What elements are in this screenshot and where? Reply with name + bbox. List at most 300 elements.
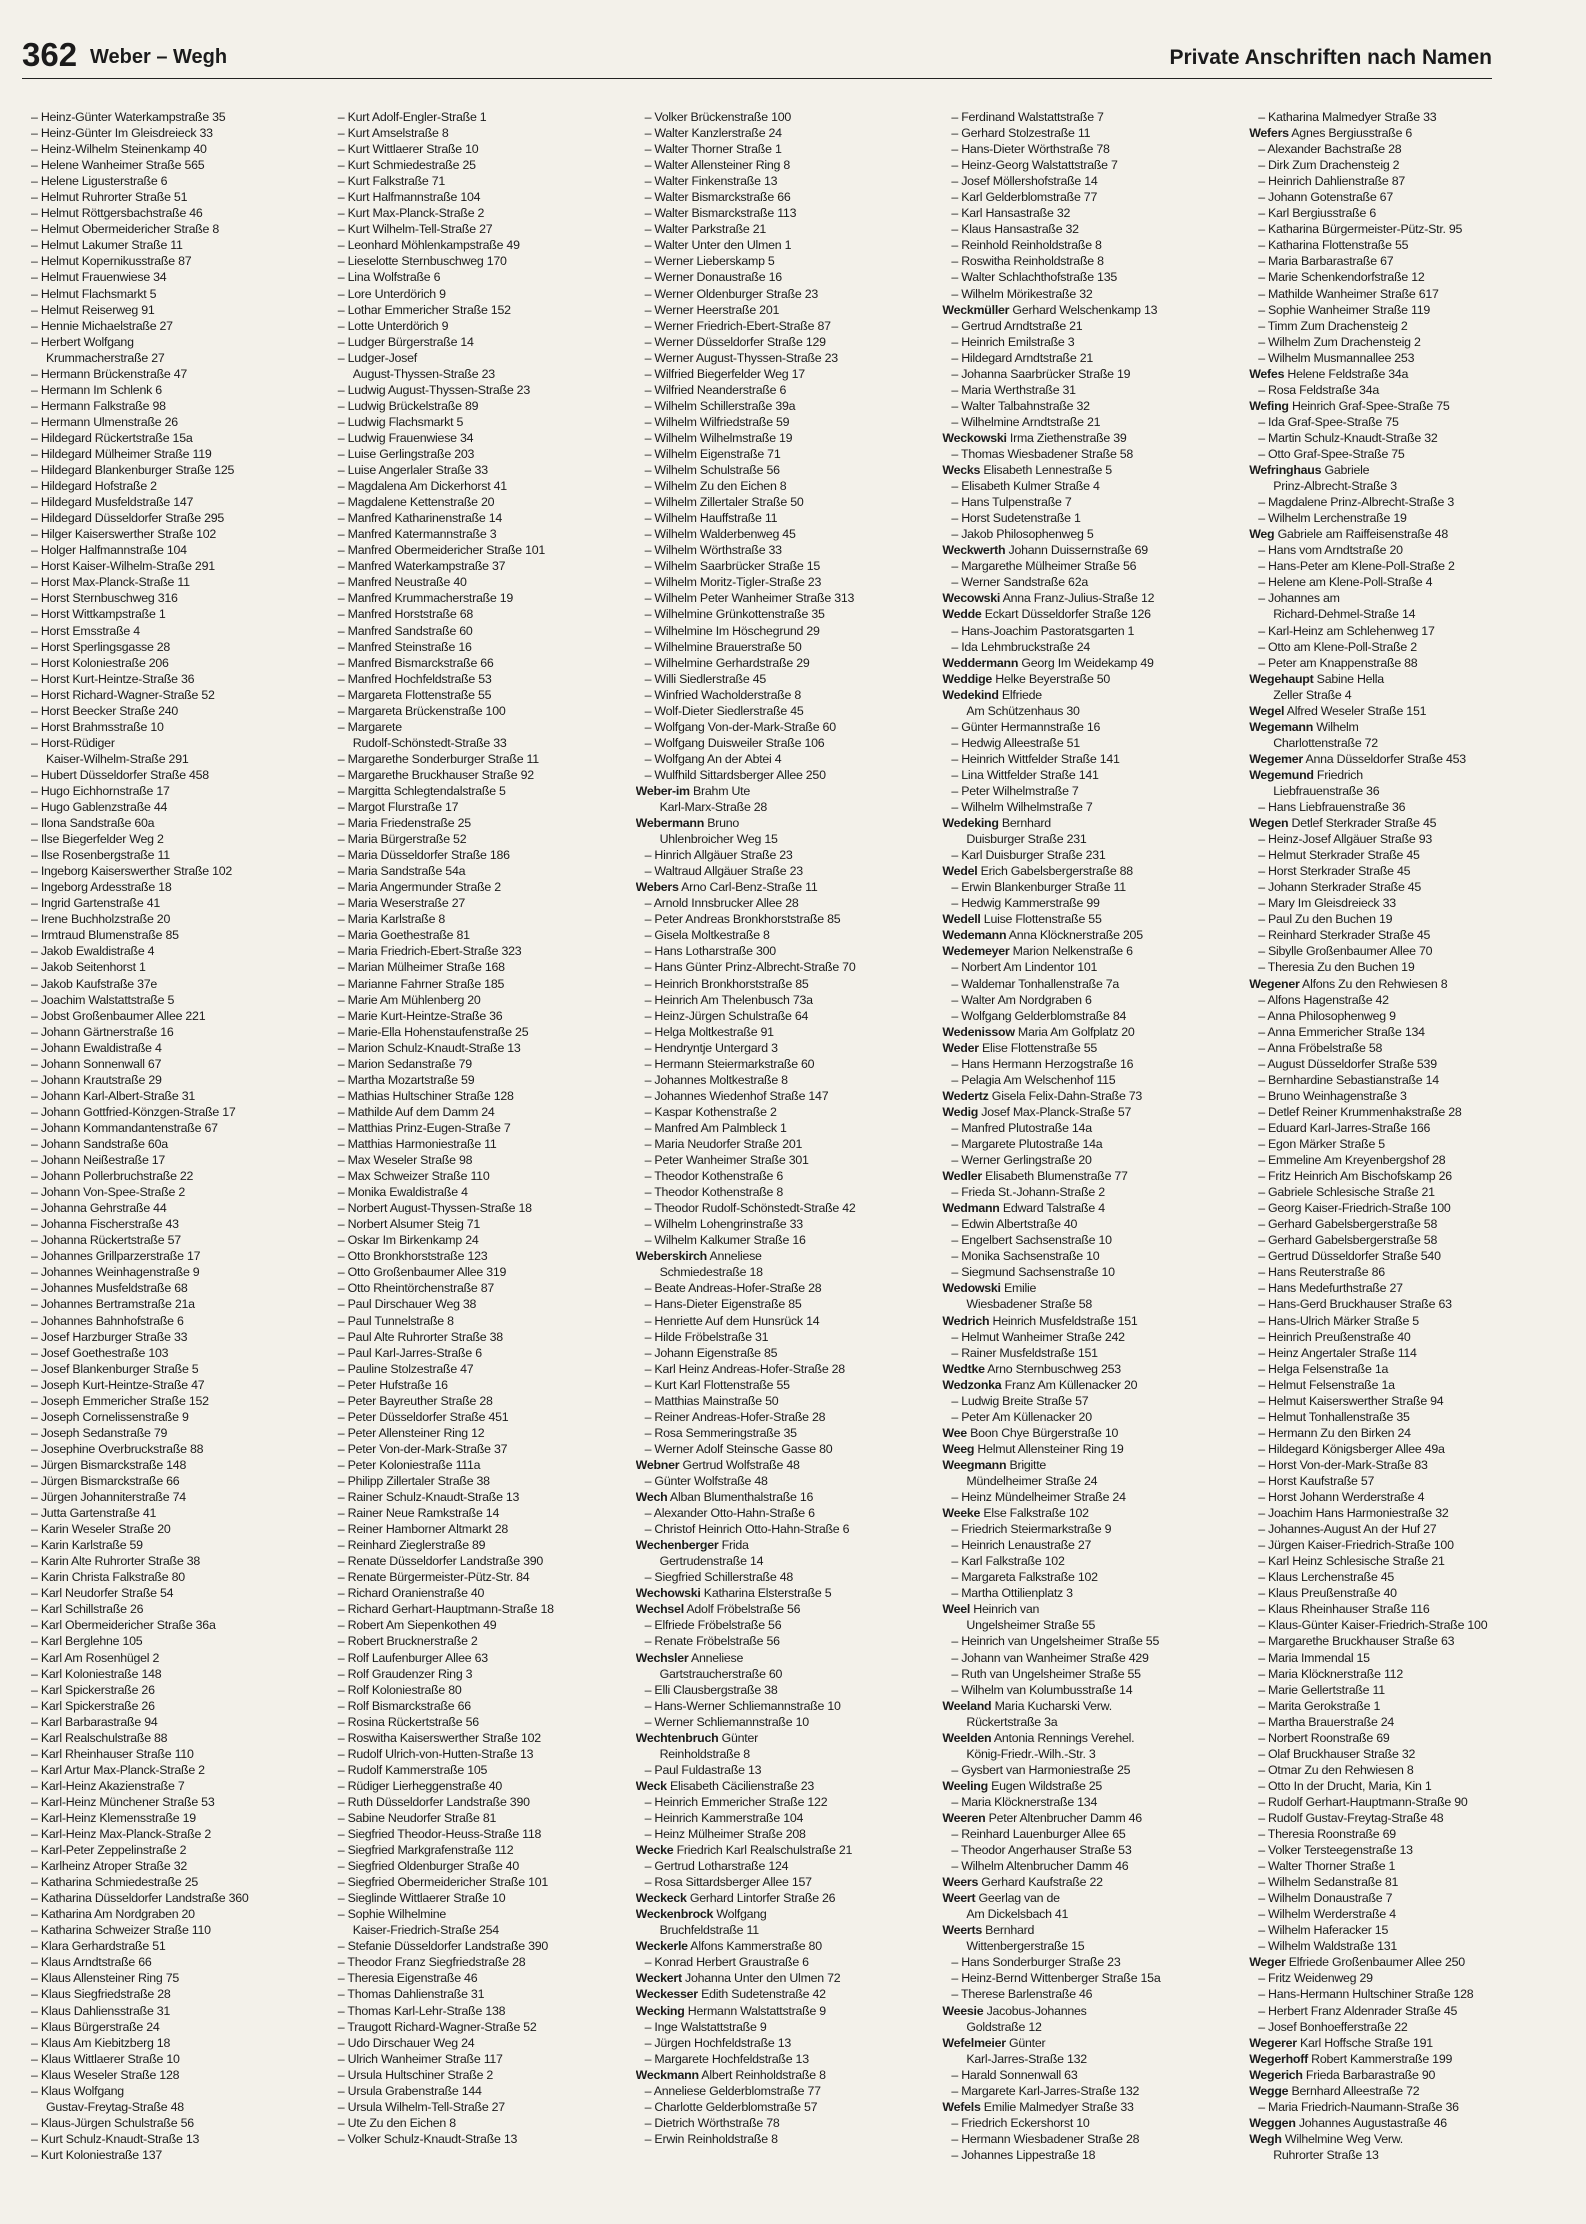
directory-entry: – Helene am Klene-Poll-Straße 4 (1258, 575, 1433, 590)
directory-entry: – Roswitha Kaiserswerther Straße 102 (337, 1730, 541, 1745)
directory-entry: – Anna Philosophenweg 9 (1258, 1008, 1396, 1023)
directory-entry: – Hendryntje Untergard 3 (644, 1040, 778, 1055)
directory-entry: – Norbert Am Lindentor 101 (951, 960, 1098, 975)
directory-entry: Wefing Heinrich Graf-Spee-Straße 75 (1249, 398, 1450, 413)
directory-entry: – Heinrich Lenaustraße 27 (951, 1538, 1092, 1553)
directory-entry: – Hans-Werner Schliemannstraße 10 (644, 1698, 841, 1713)
directory-entry: – Karl-Heinz am Schlehenweg 17 (1258, 623, 1435, 638)
directory-entry: – Volker Tersteegenstraße 13 (1258, 1843, 1413, 1858)
directory-entry: – Margitta Schlegtendalstraße 5 (337, 783, 506, 798)
directory-entry: – Katharina Düsseldorfer Landstraße 360 (31, 1891, 249, 1906)
directory-entry: Wefes Helene Feldstraße 34a (1249, 366, 1409, 381)
directory-entry: – Johanna Saarbrücker Straße 19 (951, 366, 1131, 381)
directory-entry: – Otto In der Drucht, Maria, Kin 1 (1258, 1778, 1432, 1793)
directory-entry: – Theodor Angerhauser Straße 53 (951, 1843, 1132, 1858)
directory-entry: – Helmut Kaiserswerther Straße 94 (1258, 1393, 1444, 1408)
directory-entry: – Wilhelmine Brauerstraße 50 (644, 639, 802, 654)
directory-entry: – Marie Schenkendorfstraße 12 (1258, 270, 1425, 285)
directory-entry: Mündelheimer Straße 24 (966, 1473, 1098, 1488)
directory-entry: – Maria Angermunder Straße 2 (337, 880, 501, 895)
directory-entry: Rudolf-Schönstedt-Straße 33 (352, 735, 507, 750)
directory-entry: – Reiner Hamborner Altmarkt 28 (337, 1522, 508, 1537)
directory-entry: – Josef Blankenburger Straße 5 (31, 1361, 199, 1376)
directory-entry: – Ursula Hultschiner Straße 2 (337, 2067, 494, 2082)
directory-entry: Rückertstraße 3a (966, 1714, 1058, 1729)
directory-entry: – Wolfgang Von-der-Mark-Straße 60 (644, 719, 836, 734)
directory-entry: – Pelagia Am Welschenhof 115 (951, 1072, 1116, 1087)
directory-entry: – Heinrich Am Thelenbusch 73a (644, 992, 813, 1007)
directory-entry: – Traugott Richard-Wagner-Straße 52 (337, 2019, 537, 2034)
directory-entry: – Karl Gelderblomstraße 77 (951, 190, 1098, 205)
directory-entry: – Mathilde Auf dem Damm 24 (337, 1104, 495, 1119)
directory-entry: – Ludger Bürgerstraße 14 (337, 334, 474, 349)
directory-entry: – Horst Von-der-Mark-Straße 83 (1258, 1457, 1428, 1472)
directory-entry: – Anna Emmericher Straße 134 (1258, 1024, 1425, 1039)
directory-entry: Weber-im Brahm Ute (635, 783, 750, 798)
directory-entry: – Fritz Weidenweg 29 (1258, 1971, 1373, 1986)
directory-entry: Wechowski Katharina Elsterstraße 5 (635, 1586, 832, 1601)
directory-entry: – Martha Ottilienplatz 3 (951, 1586, 1073, 1601)
directory-entry: – Heinz-Wilhelm Steinenkamp 40 (31, 142, 207, 157)
directory-entry: – Lieselotte Sternbuschweg 170 (337, 254, 507, 269)
directory-entry: – Georg Kaiser-Friedrich-Straße 100 (1258, 1201, 1451, 1216)
directory-entry: Kaiser-Friedrich-Straße 254 (352, 1923, 499, 1938)
directory-entry: Weddermann Georg Im Weidekamp 49 (942, 655, 1154, 670)
directory-entry: – Marie Am Mühlenberg 20 (337, 992, 481, 1007)
directory-entry: – Leonhard Möhlenkampstraße 49 (337, 238, 520, 253)
directory-entry: – Günter Hermannstraße 16 (951, 719, 1101, 734)
directory-entry: – Johannes Weinhagenstraße 9 (31, 1265, 200, 1280)
directory-entry: – Katharina Schweizer Straße 110 (31, 1923, 211, 1938)
directory-entry: – Theodor Rudolf-Schönstedt-Straße 42 (644, 1201, 856, 1216)
directory-entry: – Johann Von-Spee-Straße 2 (31, 1185, 185, 1200)
directory-entry: – Walter Parkstraße 21 (644, 222, 767, 237)
directory-entry: Wegel Alfred Weseler Straße 151 (1249, 703, 1427, 718)
directory-entry: – Martin Schulz-Knaudt-Straße 32 (1258, 430, 1438, 445)
directory-entry: – Jutta Gartenstraße 41 (31, 1506, 157, 1521)
directory-entry: – Lina Wolfstraße 6 (337, 270, 441, 285)
directory-entry: Weddige Helke Beyerstraße 50 (942, 671, 1111, 686)
directory-entry: – Helmut Frauenwiese 34 (31, 270, 167, 285)
directory-entry: – Werner Donaustraße 16 (644, 270, 782, 285)
directory-entry: – Paul Karl-Jarres-Straße 6 (337, 1345, 482, 1360)
directory-entry: – August Düsseldorfer Straße 539 (1258, 1056, 1437, 1071)
section-title: Private Anschriften nach Namen (1169, 46, 1492, 69)
directory-entry: – Max Schweizer Straße 110 (337, 1169, 490, 1184)
directory-entry: – Alfons Hagenstraße 42 (1258, 992, 1389, 1007)
directory-entry: – Johann Krautstraße 29 (31, 1072, 162, 1087)
directory-entry: – Hildegard Hofstraße 2 (31, 479, 157, 494)
directory-entry: – Maria Düsseldorfer Straße 186 (337, 848, 510, 863)
directory-entry: – Maria Immendal 15 (1258, 1650, 1370, 1665)
directory-entry: – Helmut Ruhrorter Straße 51 (31, 190, 188, 205)
directory-entry: – Lothar Emmericher Straße 152 (337, 302, 511, 317)
directory-entry: – Klaus Wolfgang (31, 2083, 124, 2098)
directory-entry: Wedig Josef Max-Planck-Straße 57 (942, 1104, 1132, 1119)
directory-entry: – Hildegard Düsseldorfer Straße 295 (31, 511, 225, 526)
directory-entry: Uhlenbroicher Weg 15 (659, 832, 778, 847)
directory-entry: – Henriette Auf dem Hunsrück 14 (644, 1313, 820, 1328)
directory-entry: – Irene Buchholzstraße 20 (31, 912, 171, 927)
directory-entry: – Thomas Wiesbadener Straße 58 (951, 446, 1134, 461)
directory-entry: – Helmut Felsenstraße 1a (1258, 1377, 1395, 1392)
directory-entry: – Heinrich Dahlienstraße 87 (1258, 174, 1406, 189)
directory-entry: – Johann Karl-Albert-Straße 31 (31, 1088, 195, 1103)
directory-entry: – Helmut Sterkrader Straße 45 (1258, 848, 1420, 863)
directory-entry: – Eduard Karl-Jarres-Straße 166 (1258, 1120, 1431, 1135)
directory-entry: – Magdalena Am Dickerhorst 41 (337, 479, 507, 494)
directory-entry: Wittenbergerstraße 15 (966, 1939, 1085, 1954)
directory-entry: Gustav-Freytag-Straße 48 (46, 2099, 184, 2114)
directory-entry: Weckenbrock Wolfgang (635, 1907, 767, 1922)
directory-entry: – Wilhelm Kalkumer Straße 16 (644, 1233, 806, 1248)
directory-entry: Schmiedestraße 18 (659, 1265, 763, 1280)
directory-entry: – Walter Finkenstraße 13 (644, 174, 778, 189)
directory-entry: – Horst Brahmsstraße 10 (31, 719, 164, 734)
directory-entry: – Lore Unterdörich 9 (337, 286, 446, 301)
directory-entry: – Manfred Bismarckstraße 66 (337, 655, 494, 670)
directory-entry: – Helmut Reiserweg 91 (31, 302, 155, 317)
directory-entry: – Ilona Sandstraße 60a (31, 816, 155, 831)
directory-entry: – Marion Schulz-Knaudt-Straße 13 (337, 1040, 521, 1055)
directory-entry: – Johannes Moltkestraße 8 (644, 1072, 788, 1087)
directory-entry: – Magdalene Kettenstraße 20 (337, 495, 495, 510)
directory-entry: – Reinhard Sterkrader Straße 45 (1258, 928, 1431, 943)
directory-entry: – Werner August-Thyssen-Straße 23 (644, 350, 838, 365)
directory-entry: – Ludger-Josef (337, 350, 417, 365)
directory-entry: – Ruth Düsseldorfer Landstraße 390 (337, 1794, 530, 1809)
directory-entry: – Maria Bürgerstraße 52 (337, 832, 467, 847)
directory-entry: – Maria Sandstraße 54a (337, 864, 466, 879)
directory-entry: – Klaus Dahliensstraße 31 (31, 2003, 171, 2018)
directory-entry: – Helene Ligusterstraße 6 (31, 174, 168, 189)
directory-entry: Webner Gertrud Wolfstraße 48 (635, 1457, 800, 1472)
directory-entry: – Karl Obermeidericher Straße 36a (31, 1618, 216, 1633)
directory-entry: – Josef Goethestraße 103 (31, 1345, 169, 1360)
column-5 (1249, 109, 1552, 2163)
directory-entry: Weegmann Brigitte (942, 1457, 1047, 1472)
directory-entry: – Wilhelm Walderbenweg 45 (644, 527, 796, 542)
directory-entry: – Richard Oranienstraße 40 (337, 1586, 485, 1601)
directory-entry: Liebfrauenstraße 36 (1273, 783, 1380, 798)
directory-entry: – Rolf Bismarckstraße 66 (337, 1698, 471, 1713)
directory-entry: Bruchfeldstraße 11 (659, 1923, 759, 1938)
directory-entry: – Wilhelm Saarbrücker Straße 15 (644, 559, 821, 574)
directory-entry: – Johannes Musfeldstraße 68 (31, 1281, 188, 1296)
directory-entry: – Jakob Philosophenweg 5 (951, 527, 1094, 542)
directory-entry: – Werner Düsseldorfer Straße 129 (644, 334, 826, 349)
directory-entry: – Sabine Neudorfer Straße 81 (337, 1810, 497, 1825)
directory-entry: – Waldemar Tonhallenstraße 7a (951, 976, 1120, 991)
directory-entry: – Maria Friedenstraße 25 (337, 816, 471, 831)
directory-entry: – Sieglinde Wittlaerer Straße 10 (337, 1891, 506, 1906)
directory-entry: – Joachim Hans Harmoniestraße 32 (1258, 1506, 1449, 1521)
directory-entry: – Hubert Düsseldorfer Straße 458 (31, 767, 209, 782)
directory-entry: Weers Gerhard Kaufstraße 22 (942, 1875, 1103, 1890)
directory-entry: – Josef Harzburger Straße 33 (31, 1329, 188, 1344)
directory-entry: – Wilhelm Sedanstraße 81 (1258, 1875, 1399, 1890)
directory-entry: – Karin Karlstraße 59 (31, 1538, 143, 1553)
directory-entry: – Jobst Großenbaumer Allee 221 (31, 1008, 206, 1023)
directory-entry: Weder Elise Flottenstraße 55 (942, 1040, 1098, 1055)
directory-entry: – Heinz Mündelheimer Straße 24 (951, 1490, 1126, 1505)
directory-entry: – Friedrich Eckershorst 10 (951, 2115, 1090, 2130)
directory-entry: – Horst-Rüdiger (31, 735, 115, 750)
directory-entry: – Egon Märker Straße 5 (1258, 1137, 1385, 1151)
directory-entry: – Manfred Sandstraße 60 (337, 623, 473, 638)
directory-entry: Weckert Johanna Unter den Ulmen 72 (635, 1971, 841, 1986)
directory-entry: Webers Arno Carl-Benz-Straße 11 (635, 880, 818, 895)
directory-entry: – Katharina Am Nordgraben 20 (31, 1907, 195, 1922)
directory-entry: – Klaus Wittlaerer Straße 10 (31, 2051, 180, 2066)
directory-entry: – Wilhelm Donaustraße 7 (1258, 1891, 1393, 1906)
directory-entry: – Wilhelm Peter Wanheimer Straße 313 (644, 591, 855, 606)
directory-entry: – Theodor Kothenstraße 6 (644, 1169, 784, 1184)
directory-entry: – Hildegard Blankenburger Straße 125 (31, 463, 235, 478)
directory-entry: – Katharina Bürgermeister-Pütz-Str. 95 (1258, 222, 1463, 237)
directory-entry: – Kurt Amselstraße 8 (337, 126, 449, 141)
directory-entry: – Jürgen Kaiser-Friedrich-Straße 100 (1258, 1538, 1454, 1553)
directory-entry: – Walter Kanzlerstraße 24 (644, 126, 782, 141)
directory-entry: – Wilhelm Wilhelmstraße 19 (644, 430, 793, 445)
directory-entry: – Ilse Biegerfelder Weg 2 (31, 832, 164, 847)
directory-entry: – Monika Sachsenstraße 10 (951, 1249, 1100, 1264)
directory-entry: Goldstraße 12 (966, 2019, 1042, 2034)
directory-entry: – Hans vom Arndtstraße 20 (1258, 543, 1403, 558)
directory-entry: – Wilhelm Eigenstraße 71 (644, 446, 781, 461)
directory-entry: – Kurt Koloniestraße 137 (31, 2147, 163, 2162)
directory-entry: – Klaus Weseler Straße 128 (31, 2067, 180, 2082)
directory-entry: – Willi Siedlerstraße 45 (644, 671, 766, 686)
directory-entry: – Katharina Flottenstraße 55 (1258, 238, 1409, 253)
directory-entry: – Ida Lehmbruckstraße 24 (951, 639, 1091, 654)
directory-entry: – Marita Gerokstraße 1 (1258, 1698, 1381, 1713)
directory-entry: – Wilhelm Moritz-Tigler-Straße 23 (644, 575, 822, 590)
directory-entry: – Margareta Falkstraße 102 (951, 1570, 1098, 1585)
directory-entry: – Karin Alte Ruhrorter Straße 38 (31, 1554, 200, 1569)
directory-entry: – Ulrich Wanheimer Straße 117 (337, 2051, 503, 2066)
directory-entry: – Kurt Adolf-Engler-Straße 1 (337, 110, 487, 124)
directory-entry: – Heinz-Jürgen Schulstraße 64 (644, 1008, 809, 1023)
directory-entry: – Wilhelm Wilfriedstraße 59 (644, 414, 790, 429)
directory-entry: – Johann Ewaldistraße 4 (31, 1040, 162, 1055)
directory-entry: – Heinz Angertaler Straße 114 (1258, 1345, 1417, 1360)
directory-entry: Zeller Straße 4 (1273, 687, 1352, 702)
directory-entry: – Jakob Ewaldistraße 4 (31, 944, 155, 959)
directory-columns (22, 109, 1552, 2163)
directory-entry: – Johanna Gehrstraße 44 (31, 1201, 167, 1216)
directory-entry: – Hildegard Rückertstraße 15a (31, 430, 193, 445)
directory-entry: – Horst Sternbuschweg 316 (31, 591, 178, 606)
directory-entry: Wedde Eckart Düsseldorfer Straße 126 (942, 607, 1151, 622)
directory-entry: – Johanna Fischerstraße 43 (31, 1217, 179, 1232)
directory-entry: – Karl Spickerstraße 26 (31, 1682, 155, 1697)
directory-entry: – Otto Graf-Spee-Straße 75 (1258, 446, 1405, 461)
directory-entry: – Hans-Ulrich Märker Straße 5 (1258, 1313, 1419, 1328)
directory-entry: – Josef Möllershofstraße 14 (951, 174, 1098, 189)
directory-entry: Wedekind Elfriede (942, 687, 1042, 702)
directory-entry: Weckmüller Gerhard Welschenkamp 13 (942, 302, 1158, 317)
directory-entry: – Josef Bonhoefferstraße 22 (1258, 2019, 1408, 2034)
directory-entry: – Horst Max-Planck-Straße 11 (31, 575, 190, 590)
directory-entry: – Johann Sandstraße 60a (31, 1137, 168, 1151)
directory-entry: – Hinrich Allgäuer Straße 23 (644, 848, 793, 863)
directory-entry: – Horst Koloniestraße 206 (31, 655, 169, 670)
directory-entry: – Hildegard Musfeldstraße 147 (31, 495, 194, 510)
directory-entry: – Karl Heinz Schlesische Straße 21 (1258, 1554, 1445, 1569)
directory-entry: – Fritz Heinrich Am Bischofskamp 26 (1258, 1169, 1452, 1184)
directory-entry: – Wilhelmine Im Höschegrund 29 (644, 623, 820, 638)
directory-entry: – Margareta Flottenstraße 55 (337, 687, 492, 702)
directory-entry: – Margarete Plutostraße 14a (951, 1137, 1103, 1151)
directory-entry: – Anneliese Gelderblomstraße 77 (644, 2083, 821, 2098)
directory-entry: – Lina Wittfelder Straße 141 (951, 767, 1099, 782)
directory-entry: – Hans-Dieter Eigenstraße 85 (644, 1297, 802, 1312)
directory-entry: – Heinrich van Ungelsheimer Straße 55 (951, 1634, 1160, 1649)
directory-entry: – Werner Lieberskamp 5 (644, 254, 775, 269)
column-3 (636, 109, 939, 2163)
directory-entry: – Karl Realschulstraße 88 (31, 1730, 168, 1745)
directory-entry: – Heinz-Josef Allgäuer Straße 93 (1258, 832, 1433, 847)
directory-entry: – Wulfhild Sittardsberger Allee 250 (644, 767, 826, 782)
directory-entry: – Kaspar Kothenstraße 2 (644, 1104, 777, 1119)
directory-entry: – Robert Am Siepenkothen 49 (337, 1618, 497, 1633)
directory-entry: Weelden Antonia Rennings Verehel. (942, 1730, 1135, 1745)
directory-entry: Am Schützenhaus 30 (966, 703, 1080, 718)
directory-entry: – Walter Unter den Ulmen 1 (644, 238, 792, 253)
directory-entry: – Martha Brauerstraße 24 (1258, 1714, 1395, 1729)
directory-entry: – Udo Dirschauer Weg 24 (337, 2035, 475, 2050)
directory-entry: – Karl Rheinhauser Straße 110 (31, 1746, 194, 1761)
directory-entry: – Konrad Herbert Graustraße 6 (644, 1955, 809, 1970)
directory-entry: – Wolfgang Duisweiler Straße 106 (644, 735, 825, 750)
directory-entry: – Katharina Schmiedestraße 25 (31, 1875, 199, 1890)
directory-entry: – Johann Kommandantenstraße 67 (31, 1120, 218, 1135)
directory-entry: – Hans Sonderburger Straße 23 (951, 1955, 1121, 1970)
directory-entry: – Otto Rheintörchenstraße 87 (337, 1281, 495, 1296)
directory-entry: – Maria Goethestraße 81 (337, 928, 470, 943)
directory-entry: – Johann Gottfried-Könzgen-Straße 17 (31, 1104, 236, 1119)
directory-entry: Weg Gabriele am Raiffeisenstraße 48 (1249, 527, 1448, 542)
directory-entry: – Horst Kaiser-Wilhelm-Straße 291 (31, 559, 215, 574)
directory-entry: – Rudolf Gerhart-Hauptmann-Straße 90 (1258, 1794, 1468, 1809)
directory-entry: – Mary Im Gleisdreieck 33 (1258, 896, 1396, 911)
directory-entry: – Rosa Semmeringstraße 35 (644, 1425, 797, 1440)
directory-entry: – Wilhelm Zum Drachensteig 2 (1258, 334, 1421, 349)
directory-entry: – Marie Gellertstraße 11 (1258, 1682, 1385, 1697)
directory-entry: Wedertz Gisela Felix-Dahn-Straße 73 (942, 1088, 1143, 1103)
directory-entry: – Anna Fröbelstraße 58 (1258, 1040, 1383, 1055)
directory-entry: – Gerhard Gabelsbergerstraße 58 (1258, 1233, 1438, 1248)
directory-entry: – Josephine Overbruckstraße 88 (31, 1441, 204, 1456)
directory-entry: – Martha Mozartstraße 59 (337, 1072, 475, 1087)
directory-entry: – Maria Neudorfer Straße 201 (644, 1137, 803, 1151)
directory-entry: – Margarethe Sonderburger Straße 11 (337, 751, 539, 766)
directory-entry: – Maria Karlstraße 8 (337, 912, 446, 927)
directory-entry: – Winfried Wacholderstraße 8 (644, 687, 802, 702)
directory-entry: – Günter Wolfstraße 48 (644, 1473, 768, 1488)
directory-entry: Wech Alban Blumenthalstraße 16 (635, 1490, 814, 1505)
directory-entry: – Timm Zum Drachensteig 2 (1258, 318, 1408, 333)
directory-entry: – Hans Günter Prinz-Albrecht-Straße 70 (644, 960, 856, 975)
directory-entry: Wecking Hermann Walstattstraße 9 (635, 2003, 826, 2018)
directory-entry: – Margarethe Bruckhauser Straße 63 (1258, 1634, 1455, 1649)
directory-entry: Wedzonka Franz Am Küllenacker 20 (942, 1377, 1138, 1392)
directory-entry: – Theodor Kothenstraße 8 (644, 1185, 784, 1200)
directory-entry: – Karl-Heinz Klemensstraße 19 (31, 1810, 196, 1825)
directory-entry: – Margot Flurstraße 17 (337, 800, 459, 815)
directory-entry: – Heinrich Emmericher Straße 122 (644, 1794, 828, 1809)
directory-entry: – Werner Adolf Steinsche Gasse 80 (644, 1441, 833, 1456)
directory-entry: – Heinrich Wittfelder Straße 141 (951, 751, 1120, 766)
directory-entry: – Werner Sandstraße 62a (951, 575, 1088, 590)
directory-entry: – Wilhelm Lohengrinstraße 33 (644, 1217, 803, 1232)
directory-entry: Wedeking Bernhard (942, 816, 1051, 831)
directory-entry: Duisburger Straße 231 (966, 832, 1087, 847)
directory-entry: – Waltraud Allgäuer Straße 23 (644, 864, 803, 879)
directory-entry: – Bernhardine Sebastianstraße 14 (1258, 1072, 1439, 1087)
directory-entry: – Gerhard Stolzestraße 11 (951, 126, 1091, 141)
directory-entry: – Peter Koloniestraße 111a (337, 1457, 481, 1472)
directory-entry: – Klaus-Günter Kaiser-Friedrich-Straße 100 (1258, 1618, 1488, 1633)
directory-entry: – Sophie Wilhelmine (337, 1907, 446, 1922)
directory-entry: – Siegmund Sachsenstraße 10 (951, 1265, 1115, 1280)
directory-entry: – Mathilde Wanheimer Straße 617 (1258, 286, 1439, 301)
directory-entry: – Klara Gerhardstraße 51 (31, 1939, 166, 1954)
directory-entry: – Johanna Rückertstraße 57 (31, 1233, 181, 1248)
directory-entry: – Johannes Lippestraße 18 (951, 2147, 1096, 2162)
directory-entry: – Otmar Zu den Rehwiesen 8 (1258, 1762, 1414, 1777)
directory-entry: Wegge Bernhard Alleestraße 72 (1249, 2083, 1420, 2098)
directory-entry: – Norbert Roonstraße 69 (1258, 1730, 1390, 1745)
directory-entry: – Karl Am Rosenhügel 2 (31, 1650, 160, 1665)
directory-entry: Karl-Marx-Straße 28 (659, 800, 768, 815)
directory-entry: – Herbert Wolfgang (31, 334, 134, 349)
directory-entry: Wegerich Frieda Barbarastraße 90 (1249, 2067, 1436, 2082)
directory-entry: Wedel Erich Gabelsbergerstraße 88 (942, 864, 1133, 879)
directory-entry: – Ludwig August-Thyssen-Straße 23 (337, 382, 530, 397)
directory-entry: – Jürgen Bismarckstraße 148 (31, 1457, 187, 1472)
directory-entry: – Maria Barbarastraße 67 (1258, 254, 1394, 269)
directory-entry: – Hildegard Arndtstraße 21 (951, 350, 1093, 365)
directory-entry: – Horst Kurt-Heintze-Straße 36 (31, 671, 195, 686)
directory-entry: – Johann van Wanheimer Straße 429 (951, 1650, 1149, 1665)
directory-entry: – Karin Weseler Straße 20 (31, 1522, 171, 1537)
directory-entry: – Horst Emsstraße 4 (31, 623, 140, 638)
page-header (22, 34, 1492, 79)
directory-entry: – Klaus Hansastraße 32 (951, 222, 1079, 237)
directory-entry: Weel Heinrich van (942, 1602, 1040, 1617)
directory-entry: – Kurt Halfmannstraße 104 (337, 190, 481, 205)
directory-entry: – Hugo Gablenzstraße 44 (31, 800, 168, 815)
directory-entry: Wegerhoff Robert Kammerstraße 199 (1249, 2051, 1453, 2066)
directory-entry: – Heinz-Bernd Wittenberger Straße 15a (951, 1971, 1161, 1986)
directory-entry: Wiesbadener Straße 58 (966, 1297, 1092, 1312)
directory-entry: – Manfred Obermeidericher Straße 101 (337, 543, 546, 558)
directory-entry: August-Thyssen-Straße 23 (352, 366, 495, 381)
directory-entry: Reinholdstraße 8 (659, 1746, 750, 1761)
directory-entry: – Johann Sterkrader Straße 45 (1258, 880, 1422, 895)
directory-entry: – Otto Bronkhorststraße 123 (337, 1249, 488, 1264)
directory-entry: – Katharina Malmedyer Straße 33 (1258, 110, 1437, 124)
directory-entry: Wedenissow Maria Am Golfplatz 20 (942, 1024, 1135, 1039)
directory-entry: – Ingeborg Ardesstraße 18 (31, 880, 172, 895)
directory-entry: – Karl Heinz Andreas-Hofer-Straße 28 (644, 1361, 845, 1376)
directory-entry: Wegehaupt Sabine Hella (1249, 671, 1384, 686)
directory-entry: – Ilse Rosenbergstraße 11 (31, 848, 170, 863)
directory-entry: – Wilhelm Altenbrucher Damm 46 (951, 1859, 1129, 1874)
directory-entry: – Klaus Siegfriedstraße 28 (31, 1987, 171, 2002)
